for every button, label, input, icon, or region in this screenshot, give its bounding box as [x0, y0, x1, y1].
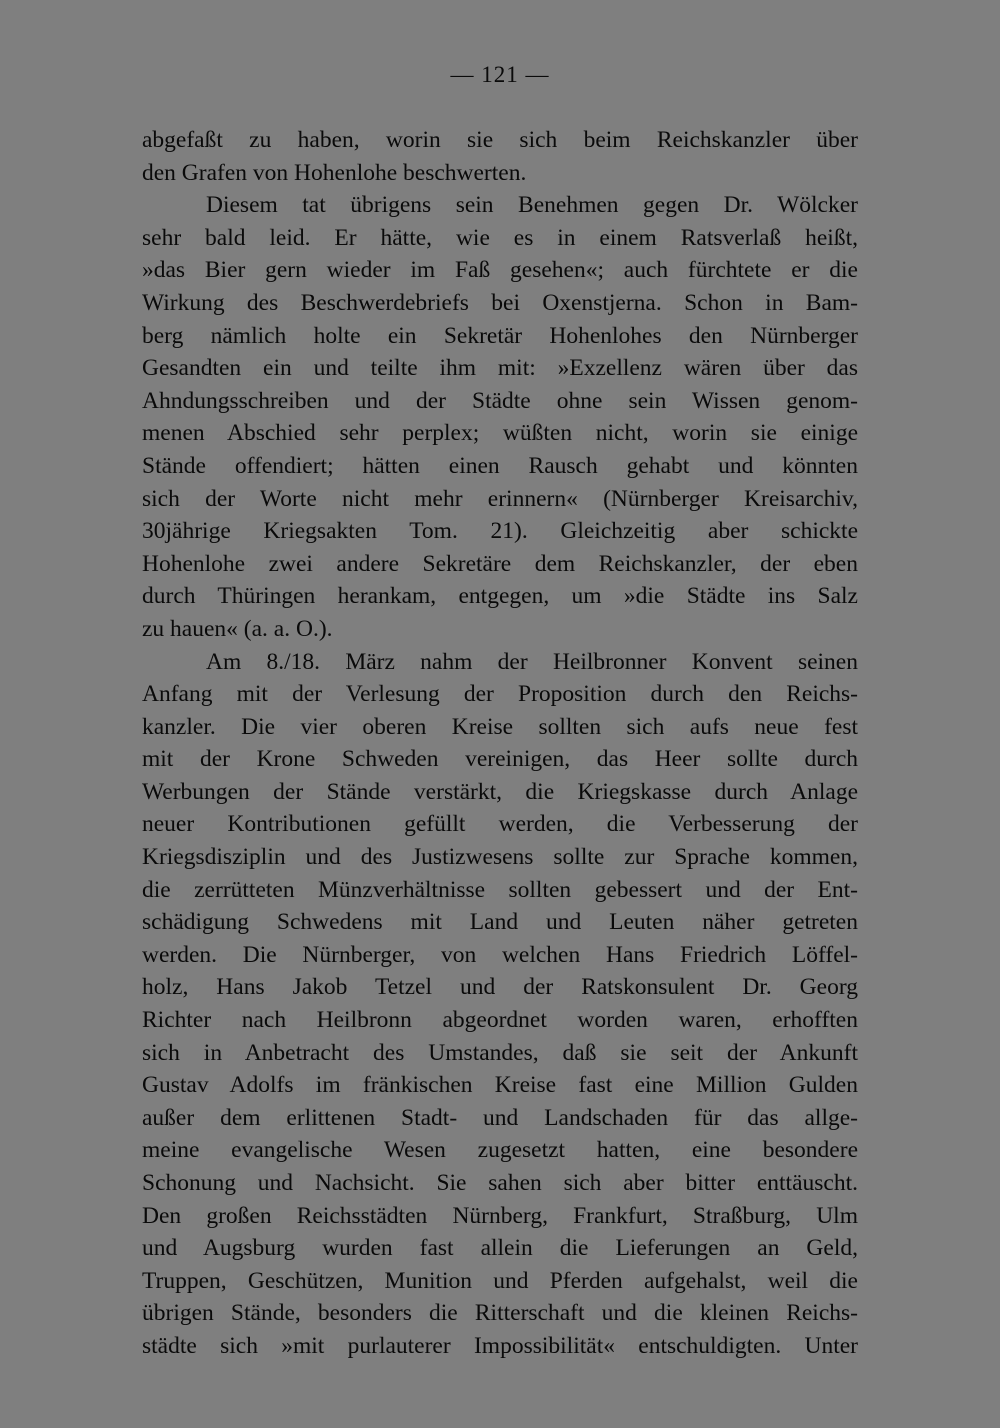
text-line: Den großen Reichsstädten Nürnberg, Frankfurt, Straßburg, Ulm	[142, 1202, 858, 1229]
body-text	[142, 124, 858, 1363]
text-line: Richter nach Heilbronn abgeordnet worden waren, erhofften	[142, 1007, 858, 1034]
text-line: Schonung und Nachsicht. Sie sahen sich aber bitter enttäuscht.	[142, 1170, 858, 1196]
text-line: 30jährige Kriegsakten Tom. 21). Gleichzeitig aber schickte	[142, 518, 858, 545]
page-number: — 121 —	[450, 62, 550, 87]
text-line: zu hauen« (a. a. O.).	[142, 615, 333, 642]
text-line: Hohenlohe zwei andere Sekretäre dem Reichskanzler, der eben	[142, 550, 858, 577]
text-line: menen Abschied sehr perplex; wüßten nicht, worin sie einige	[142, 420, 858, 447]
text-line: Werbungen der Stände verstärkt, die Kriegskasse durch Anlage	[142, 778, 858, 805]
text-line: die zerrütteten Münzverhältnisse sollten gebessert und der Ent-	[142, 876, 858, 903]
text-line: Kriegsdisziplin und des Justizwesens sollte zur Sprache kommen,	[142, 844, 858, 871]
text-line: außer dem erlittenen Stadt- und Landschaden für das allge-	[142, 1104, 858, 1131]
text-line: Wirkung des Beschwerdebriefs bei Oxenstjerna. Schon in Bam-	[142, 289, 858, 316]
text-line: kanzler. Die vier oberen Kreise sollten sich aufs neue fest	[142, 713, 858, 740]
text-line: Diesem tat übrigens sein Benehmen gegen Dr. Wölcker	[206, 192, 858, 219]
text-line: sich der Worte nicht mehr erinnern« (Nürnberger Kreisarchiv,	[142, 485, 858, 512]
text-line: schädigung Schwedens mit Land und Leuten näher getreten	[142, 909, 858, 936]
text-line: berg nämlich holte ein Sekretär Hohenlohes den Nürnberger	[142, 322, 858, 349]
text-line: städte sich »mit purlauterer Impossibilität« entschuldigten. Unter	[142, 1332, 858, 1359]
text-line: sehr bald leid. Er hätte, wie es in einem Ratsverlaß heißt,	[142, 224, 858, 251]
text-line: mit der Krone Schweden vereinigen, das Heer sollte durch	[142, 746, 858, 773]
text-line: übrigen Stände, besonders die Ritterschaft und die kleinen Reichs-	[142, 1300, 858, 1327]
text-line: neuer Kontributionen gefüllt werden, die Verbesserung der	[142, 811, 858, 838]
text-line: Stände offendiert; hätten einen Rausch gehabt und könnten	[142, 452, 858, 479]
text-line: durch Thüringen herankam, entgegen, um »die Städte ins Salz	[142, 583, 858, 610]
text-line: Am 8./18. März nahm der Heilbronner Konvent seinen	[206, 648, 858, 675]
text-line: holz, Hans Jakob Tetzel und der Ratskonsulent Dr. Georg	[142, 974, 858, 1001]
text-line: den Grafen von Hohenlohe beschwerten.	[142, 159, 527, 186]
text-line: abgefaßt zu haben, worin sie sich beim Reichskanzler über	[142, 127, 858, 153]
text-line: Anfang mit der Verlesung der Proposition durch den Reichs-	[142, 681, 858, 708]
text-line: sich in Anbetracht des Umstandes, daß sie seit der Ankunft	[142, 1039, 858, 1066]
text-line: Ahndungsschreiben und der Städte ohne sein Wissen genom-	[142, 387, 858, 414]
text-line: und Augsburg wurden fast allein die Lieferungen an Geld,	[142, 1235, 858, 1262]
text-line: Gustav Adolfs im fränkischen Kreise fast eine Million Gulden	[142, 1072, 858, 1099]
text-line: meine evangelische Wesen zugesetzt hatten, eine besondere	[142, 1137, 858, 1164]
text-line: werden. Die Nürnberger, von welchen Hans Friedrich Löffel-	[142, 941, 858, 968]
text-line: Truppen, Geschützen, Munition und Pferden aufgehalst, weil die	[142, 1267, 858, 1294]
text-line: Gesandten ein und teilte ihm mit: »Exzellenz wären über das	[142, 355, 858, 382]
text-line: »das Bier gern wieder im Faß gesehen«; auch fürchtete er die	[142, 257, 858, 284]
